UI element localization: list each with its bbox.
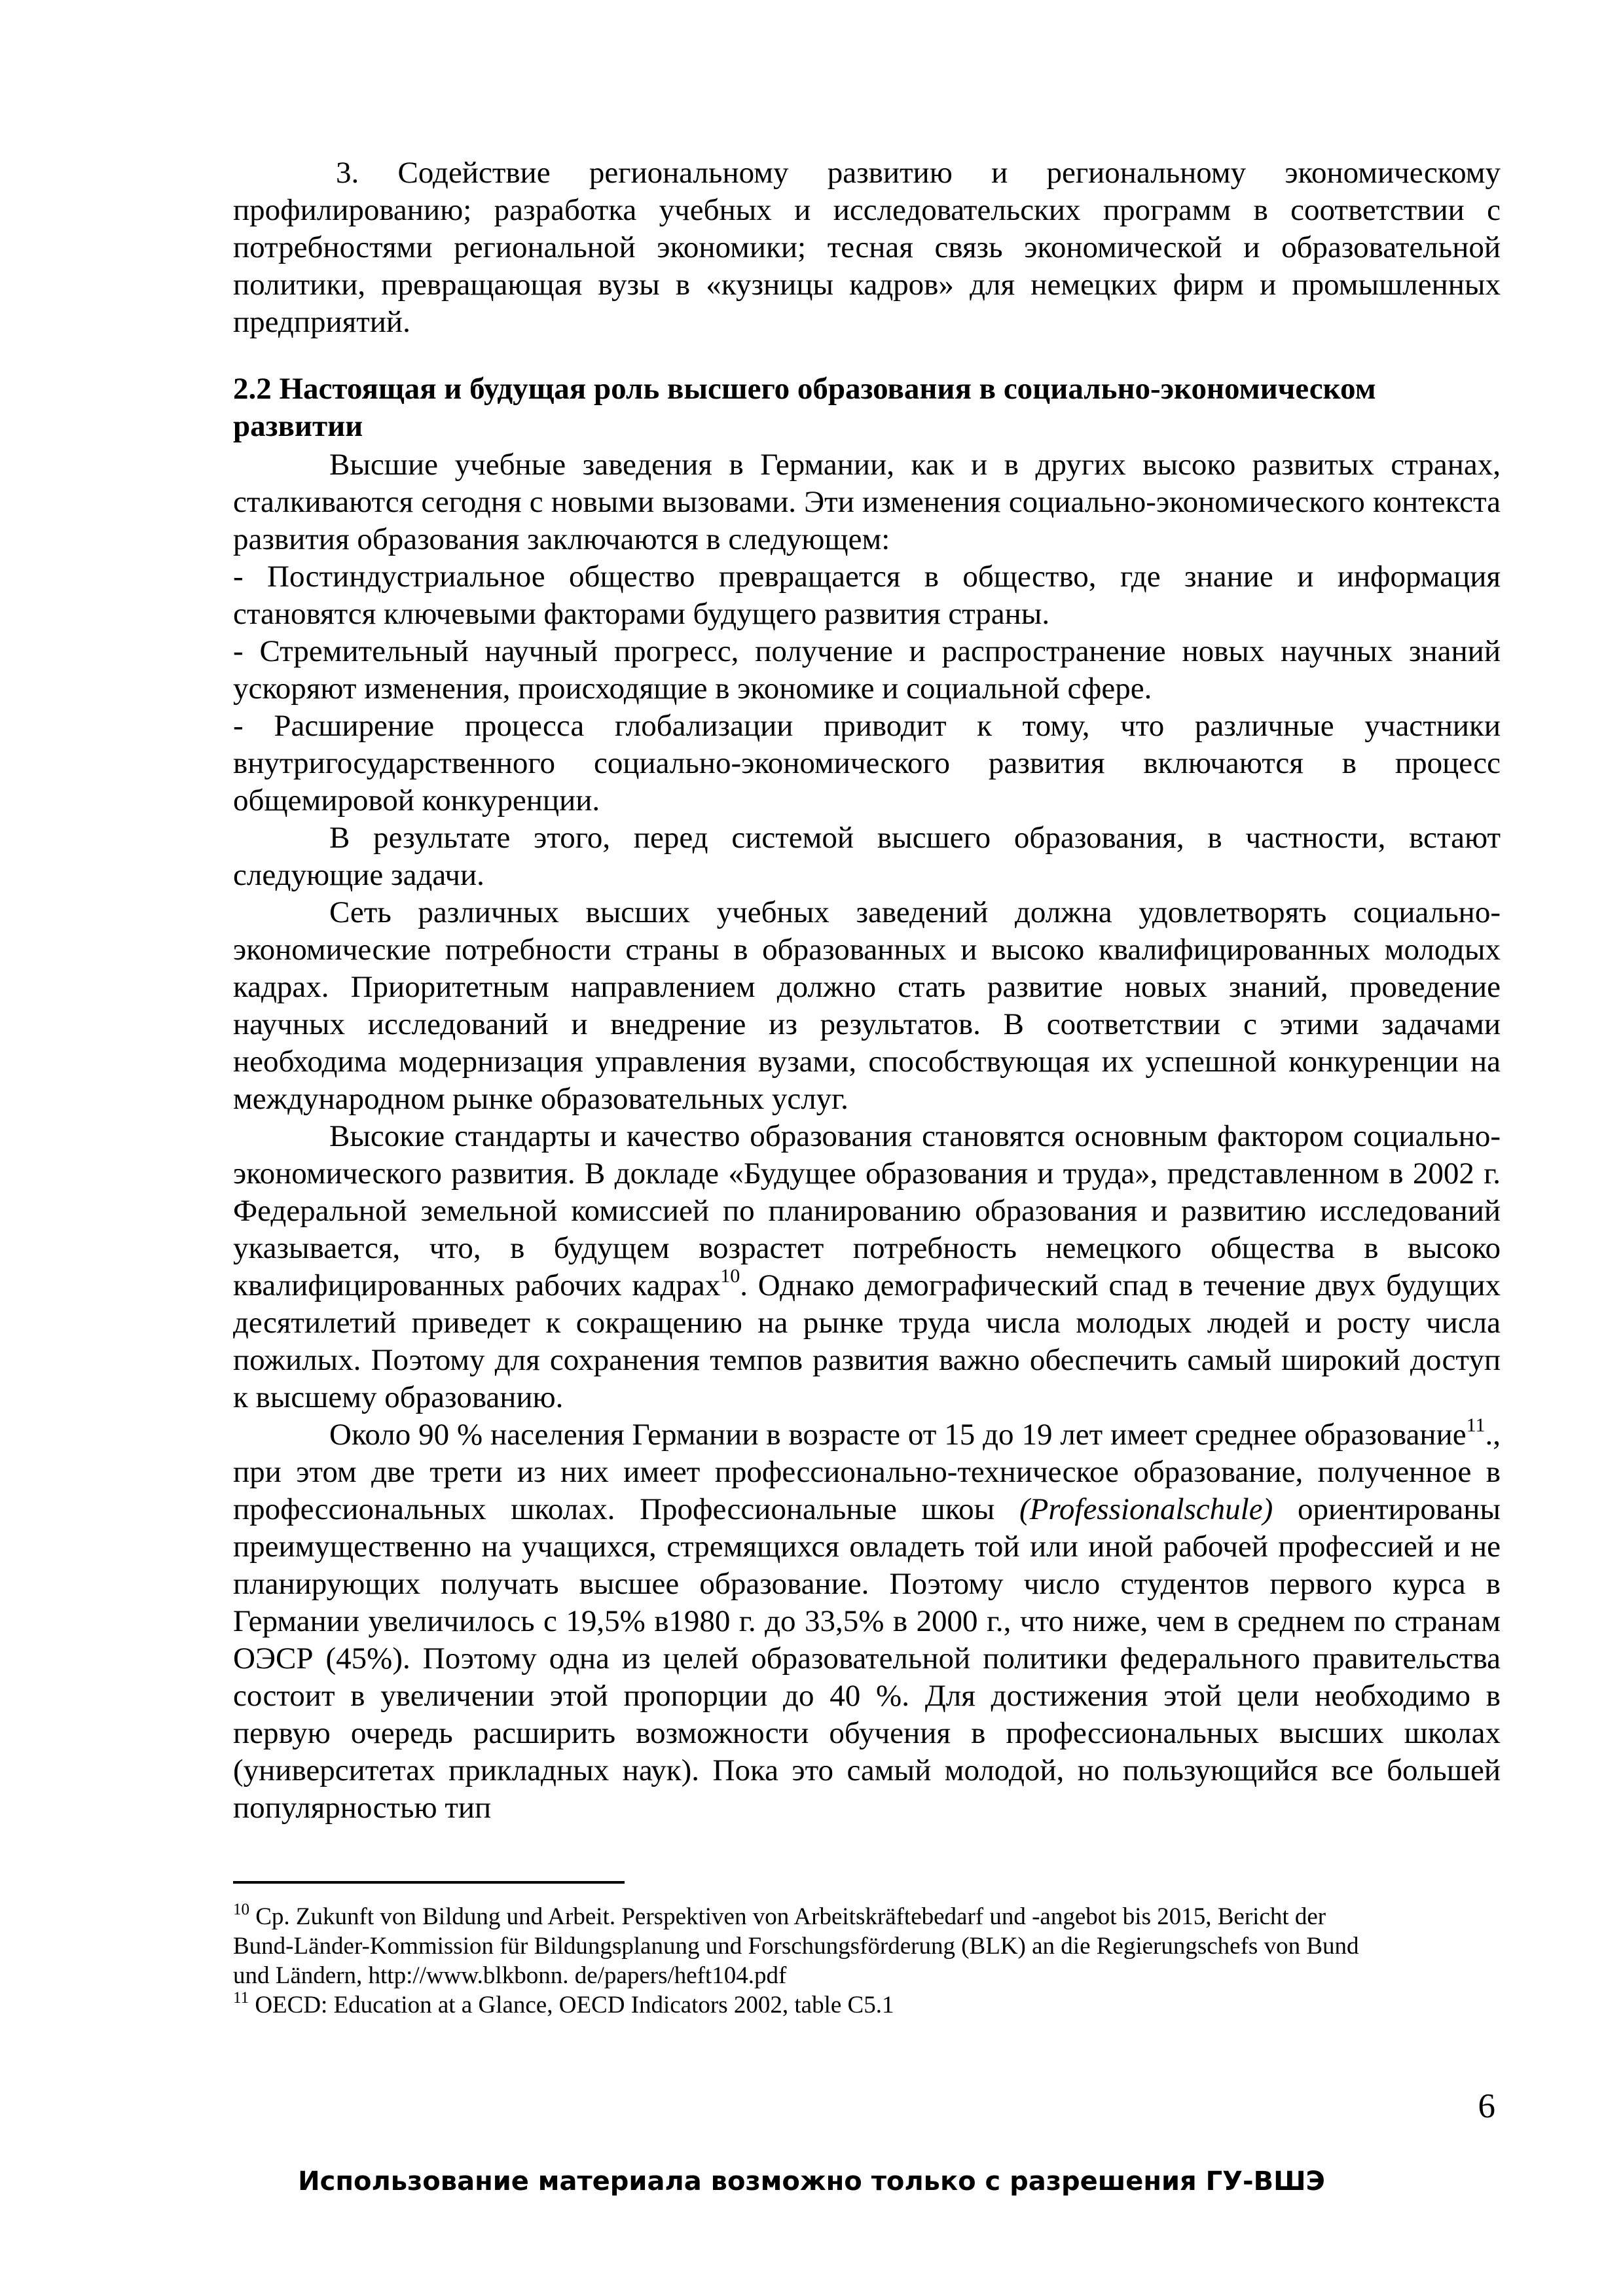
footnote-number: 11 bbox=[233, 1989, 249, 2007]
paragraph-text: Около 90 % населения Германии в возрасте от 15 до 19 лет имеет среднее образование bbox=[329, 1418, 1467, 1452]
bullet-item: - Постиндустриальное общество превращается в общество, где знание и информация становятся ключевыми факторами будущего развития страны. bbox=[233, 560, 1501, 631]
footnote-text: OECD: Education at a Glance, OECD Indicators 2002, table C5.1 bbox=[255, 1992, 894, 2018]
footer-notice: Использование материала возможно только с разрешения ГУ-ВШЭ bbox=[298, 2166, 1325, 2197]
paragraph: В результате этого, перед системой высшего образования, в частности, встают следующие задачи. bbox=[233, 821, 1501, 892]
paragraph-text: ., при этом две трети из них имеет профессионально-техническое образование, полученное в профессиональных школах. Профессиональные шкоы bbox=[233, 1418, 1501, 1526]
footnote-text: Cp. Zukunft von Bildung und Arbeit. Perspektiven von Arbeitskräftebedarf und -angebot bis 2015, Bericht der Bund-Länder-Kommission für Bildungsplanung und Forschungsförderung (BLK) an die Regierungschefs von Bund und Ländern, http://www.blkbonn. de/papers/heft104.pdf bbox=[233, 1903, 1359, 1989]
bullet-item: - Расширение процесса глобализации приводит к тому, что различные участники внутригосударственного социально-экономического развития включаются в процесс общемировой конкуренции. bbox=[233, 709, 1501, 817]
footnote-number: 10 bbox=[233, 1901, 249, 1918]
bullet-item: - Стремительный научный прогресс, получение и распространение новых научных знаний ускоряют изменения, происходящие в экономике и социальной сфере. bbox=[233, 634, 1501, 706]
paragraph-intro: Высшие учебные заведения в Германии, как и в других высоко развитых странах, сталкиваются сегодня с новыми вызовами. Эти изменения социально-экономического контекста развития образования заключаются в следующем: bbox=[233, 448, 1501, 556]
paragraph-text: Высокие стандарты и качество образования становятся основным фактором социально-экономического развития. В докладе «Будущее образования и труда», представленном в 2002 г. Федеральной земельной комиссией по планированию образования и развитию исследований указывается, что, в будущем возрастет потребность немецкого общества в высоко квалифицированных рабочих кадрах bbox=[233, 1119, 1501, 1302]
footnote-reference[interactable]: 11 bbox=[1466, 1414, 1486, 1436]
footnote bbox=[233, 1990, 1359, 2020]
paragraph: Сеть различных высших учебных заведений должна удовлетворять социально-экономические потребности страны в образованных и высоко квалифицированных молодых кадрах. Приоритетным направлением должно стать развитие новых знаний, проведение научных исследований и внедрение из результатов. В соответствии с этими задачами необходима модернизация управления вузами, способствующая их успешной конкуренции на международном рынке образовательных услуг. bbox=[233, 895, 1501, 1116]
body-text bbox=[233, 154, 1501, 1827]
paragraph-text: . Однако демографический спад в течение двух будущих десятилетий приведет к сокращению на рынке труда числа молодых людей и росту числа пожилых. Поэтому для сохранения темпов развития важно обеспечить самый широкий доступ к высшему образованию. bbox=[233, 1268, 1501, 1414]
paragraph-text: ориентированы преимущественно на учащихся, стремящихся овладеть той или иной рабочей профессией и не планирующих получать высшее образование. Поэтому число студентов первого курса в Германии увеличилось с 19,5% в1980 г. до 33,5% в 2000 г., что ниже, чем в среднем по странам ОЭСР (45%). Поэтому одна из целей образовательной политики федерального правительства состоит в увеличении этой пропорции до 40 %. Для достижения этой цели необходимо в первую очередь расширить возможности обучения в профессиональных высших школах (университетах прикладных наук). Пока это самый молодой, но пользующийся все большей популярностью тип bbox=[233, 1492, 1501, 1825]
footnote-separator bbox=[233, 1881, 625, 1884]
paragraph bbox=[233, 1416, 1501, 1827]
italic-term: (Professionalschule) bbox=[1019, 1492, 1273, 1526]
footnote-reference[interactable]: 10 bbox=[720, 1265, 740, 1287]
paragraph bbox=[233, 1118, 1501, 1416]
footnotes bbox=[233, 1902, 1359, 2020]
intro-list-item: 3. Содействие региональному развитию и региональному экономическому профилированию; разработка учебных и исследовательских программ в соответствии с потребностями региональной экономики; тесная связь экономической и образовательной политики, превращающая вузы в «кузницы кадров» для немецких фирм и промышленных предприятий. bbox=[233, 156, 1501, 339]
page-number: 6 bbox=[1478, 2087, 1495, 2125]
section-heading: 2.2 Настоящая и будущая роль высшего образования в социально-экономическом развитии bbox=[233, 372, 1376, 443]
footnote bbox=[233, 1902, 1359, 1990]
